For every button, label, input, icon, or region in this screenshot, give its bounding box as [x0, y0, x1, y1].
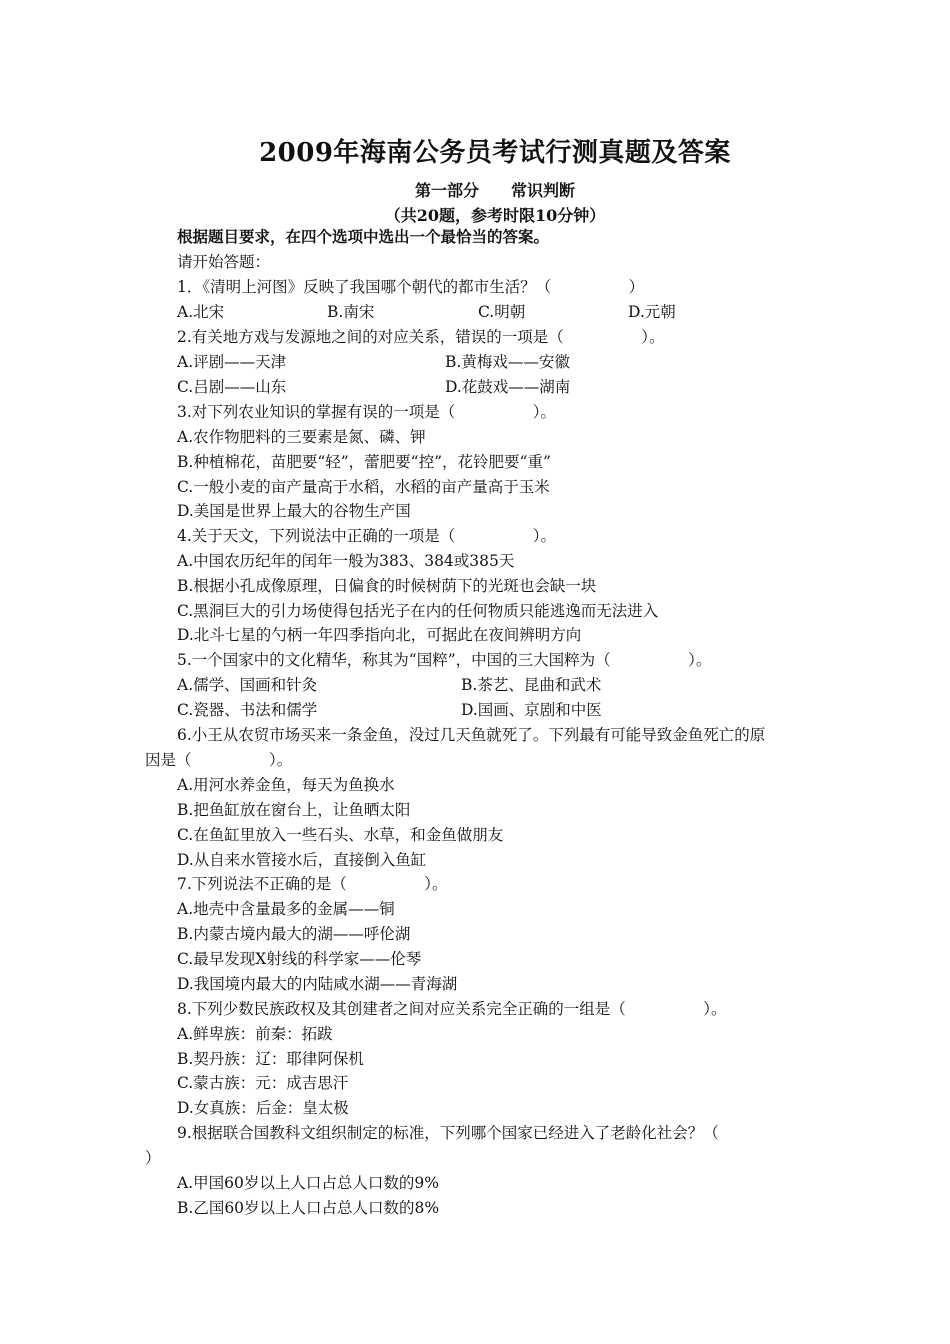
- q8-option-d: D.女真族：后金：皇太极: [177, 1099, 349, 1117]
- part-heading: 第一部分 常识判断: [414, 181, 575, 200]
- q2-stem: 2.有关地方戏与发源地之间的对应关系，错误的一项是（ ）。: [177, 328, 665, 346]
- q3-option-d: D.美国是世界上最大的谷物生产国: [177, 502, 411, 520]
- q1-option-c: C.明朝: [478, 303, 526, 321]
- part-note: （共20题，参考时限10分钟）: [384, 206, 606, 225]
- document-title: 2009年海南公务员考试行测真题及答案: [259, 138, 731, 168]
- q5-option-b: B.茶艺、昆曲和武术: [461, 676, 602, 694]
- q3-stem: 3.对下列农业知识的掌握有误的一项是（ ）。: [177, 403, 557, 421]
- q2-option-c: C.吕剧——山东: [177, 378, 287, 396]
- q1-option-b: B.南宋: [327, 303, 375, 321]
- q2-option-a: A.评剧——天津: [177, 353, 287, 371]
- q6-option-a: A.用河水养金鱼，每天为鱼换水: [177, 776, 395, 794]
- q4-option-c: C.黑洞巨大的引力场使得包括光子在内的任何物质只能逃逸而无法进入: [177, 602, 659, 620]
- q4-stem: 4.关于天文，下列说法中正确的一项是（ ）。: [177, 527, 557, 545]
- q6-stem-line2: 因是（ ）。: [145, 751, 293, 769]
- q1-option-a: A.北宋: [177, 303, 225, 321]
- q6-stem-line1: 6.小王从农贸市场买来一条金鱼，没过几天鱼就死了。下列最有可能导致金鱼死亡的原: [177, 726, 766, 744]
- q9-stem-line2: ）: [145, 1149, 161, 1167]
- q2-option-b: B.黄梅戏——安徽: [445, 353, 570, 371]
- q5-option-c: C.瓷器、书法和儒学: [177, 701, 318, 719]
- q7-stem: 7.下列说法不正确的是（ ）。: [177, 875, 448, 893]
- q8-stem: 8.下列少数民族政权及其创建者之间对应关系完全正确的一组是（ ）。: [177, 1000, 727, 1018]
- q9-option-a: A.甲国60岁以上人口占总人口数的9%: [177, 1174, 439, 1192]
- q7-option-a: A.地壳中含量最多的金属——铜: [177, 900, 395, 918]
- q7-option-d: D.我国境内最大的内陆咸水湖——青海湖: [177, 975, 458, 993]
- instruction-text: 根据题目要求，在四个选项中选出一个最恰当的答案。: [177, 227, 550, 246]
- q5-option-d: D.国画、京剧和中医: [461, 701, 602, 719]
- q5-option-a: A.儒学、国画和针灸: [177, 676, 318, 694]
- q2-option-d: D.花鼓戏——湖南: [445, 378, 571, 396]
- start-text: 请开始答题：: [177, 253, 271, 271]
- q6-option-b: B.把鱼缸放在窗台上，让鱼晒太阳: [177, 801, 411, 819]
- q4-option-d: D.北斗七星的勺柄一年四季指向北，可据此在夜间辨明方向: [177, 626, 582, 644]
- q3-option-a: A.农作物肥料的三要素是氮、磷、钾: [177, 428, 426, 446]
- q9-stem-line1: 9.根据联合国教科文组织制定的标准，下列哪个国家已经进入了老龄化社会？（: [177, 1124, 719, 1142]
- q8-option-b: B.契丹族：辽：耶律阿保机: [177, 1050, 364, 1068]
- q4-option-a: A.中国农历纪年的闰年一般为383、384或385天: [177, 552, 515, 570]
- q6-option-c: C.在鱼缸里放入一些石头、水草，和金鱼做朋友: [177, 826, 504, 844]
- q3-option-b: B.种植棉花，苗肥要“轻”，蕾肥要“控”，花铃肥要“重”: [177, 453, 551, 471]
- q8-option-c: C.蒙古族：元：成吉思汗: [177, 1074, 349, 1092]
- q7-option-c: C.最早发现X射线的科学家——伦琴: [177, 950, 422, 968]
- q9-option-b: B.乙国60岁以上人口占总人口数的8%: [177, 1199, 440, 1217]
- q1-option-d: D.元朝: [628, 303, 676, 321]
- q8-option-a: A.鲜卑族：前秦：拓跋: [177, 1025, 333, 1043]
- q1-stem: 1．《清明上河图》反映了我国哪个朝代的都市生活？（ ）: [177, 278, 645, 296]
- q3-option-c: C.一般小麦的亩产量高于水稻，水稻的亩产量高于玉米: [177, 478, 550, 496]
- q5-stem: 5.一个国家中的文化精华，称其为“国粹”，中国的三大国粹为（ ）。: [177, 651, 712, 669]
- q7-option-b: B.内蒙古境内最大的湖——呼伦湖: [177, 925, 411, 943]
- q4-option-b: B.根据小孔成像原理，日偏食的时候树荫下的光斑也会缺一块: [177, 577, 597, 595]
- q6-option-d: D.从自来水管接水后，直接倒入鱼缸: [177, 851, 427, 869]
